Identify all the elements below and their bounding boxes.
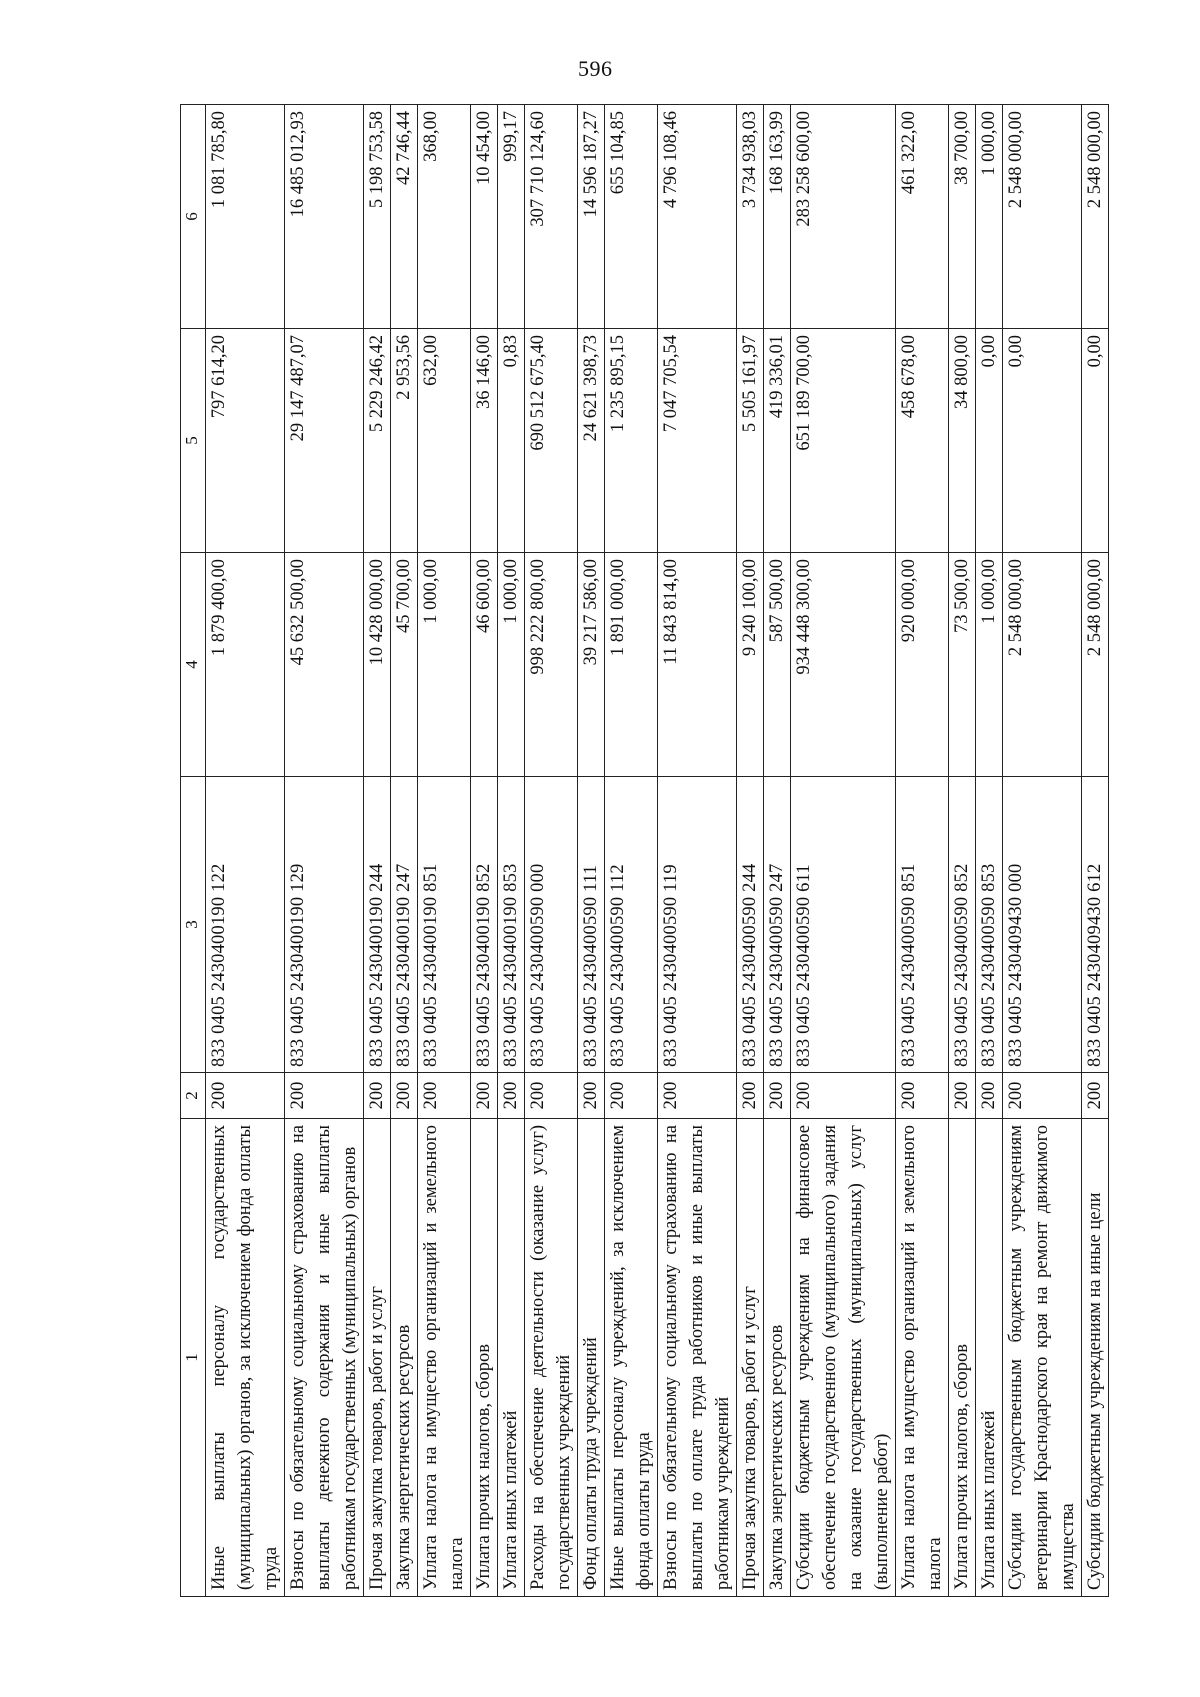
header-col-2: 2 xyxy=(181,1073,206,1119)
row-kbk: 833 0405 2430400190 853 xyxy=(498,777,525,1073)
table-row xyxy=(791,105,896,1597)
row-value-col4: 39 217 586,00 xyxy=(578,553,605,777)
table-row xyxy=(976,105,1003,1597)
row-value-col5: 690 512 675,40 xyxy=(525,329,578,553)
row-kbk: 833 0405 2430400190 129 xyxy=(285,777,364,1073)
row-name: Взносы по обязательному социальному страхованию на выплаты по оплате труда работников и иные выплаты работникам учреждений xyxy=(658,1119,737,1597)
table-row xyxy=(391,105,418,1597)
header-col-4: 4 xyxy=(181,553,206,777)
row-value-col4: 934 448 300,00 xyxy=(791,553,896,777)
row-value-col4: 45 632 500,00 xyxy=(285,553,364,777)
row-code: 200 xyxy=(764,1073,791,1119)
row-value-col6: 307 710 124,60 xyxy=(525,105,578,329)
row-value-col5: 458 678,00 xyxy=(896,329,949,553)
row-value-col6: 38 700,00 xyxy=(949,105,976,329)
header-col-6: 6 xyxy=(181,105,206,329)
row-code: 200 xyxy=(498,1073,525,1119)
row-code: 200 xyxy=(1082,1073,1109,1119)
row-kbk: 833 0405 2430409430 612 xyxy=(1082,777,1109,1073)
row-value-col4: 920 000,00 xyxy=(896,553,949,777)
row-value-col4: 998 222 800,00 xyxy=(525,553,578,777)
row-value-col5: 7 047 705,54 xyxy=(658,329,737,553)
row-code: 200 xyxy=(364,1073,391,1119)
row-kbk: 833 0405 2430400190 852 xyxy=(471,777,498,1073)
row-name: Уплата налога на имущество организаций и земельного налога xyxy=(418,1119,471,1597)
row-value-col4: 11 843 814,00 xyxy=(658,553,737,777)
row-value-col5: 1 235 895,15 xyxy=(605,329,658,553)
table-row xyxy=(1003,105,1082,1597)
row-value-col4: 45 700,00 xyxy=(391,553,418,777)
row-value-col6: 5 198 753,58 xyxy=(364,105,391,329)
row-value-col5: 0,00 xyxy=(1082,329,1109,553)
row-value-col5: 632,00 xyxy=(418,329,471,553)
row-code: 200 xyxy=(737,1073,764,1119)
row-name: Фонд оплаты труда учреждений xyxy=(578,1119,605,1597)
row-value-col6: 368,00 xyxy=(418,105,471,329)
table-row xyxy=(737,105,764,1597)
page-number: 596 xyxy=(578,56,613,81)
table-row xyxy=(896,105,949,1597)
row-name: Прочая закупка товаров, работ и услуг xyxy=(364,1119,391,1597)
row-value-col5: 0,83 xyxy=(498,329,525,553)
row-name: Субсидии бюджетным учреждениям на иные цели xyxy=(1082,1119,1109,1597)
row-name: Прочая закупка товаров, работ и услуг xyxy=(737,1119,764,1597)
row-value-col6: 16 485 012,93 xyxy=(285,105,364,329)
row-kbk: 833 0405 2430409430 000 xyxy=(1003,777,1082,1073)
row-code: 200 xyxy=(578,1073,605,1119)
row-value-col4: 1 000,00 xyxy=(976,553,1003,777)
row-value-col5: 2 953,56 xyxy=(391,329,418,553)
row-name: Уплата иных платежей xyxy=(498,1119,525,1597)
row-value-col6: 42 746,44 xyxy=(391,105,418,329)
row-name: Уплата налога на имущество организаций и земельного налога xyxy=(896,1119,949,1597)
row-code: 200 xyxy=(896,1073,949,1119)
table-row xyxy=(525,105,578,1597)
row-kbk: 833 0405 2430400590 851 xyxy=(896,777,949,1073)
row-value-col6: 999,17 xyxy=(498,105,525,329)
row-value-col6: 1 000,00 xyxy=(976,105,1003,329)
row-code: 200 xyxy=(285,1073,364,1119)
header-col-1: 1 xyxy=(181,1119,206,1597)
row-value-col4: 2 548 000,00 xyxy=(1082,553,1109,777)
row-name: Закупка энергетических ресурсов xyxy=(391,1119,418,1597)
row-code: 200 xyxy=(949,1073,976,1119)
row-value-col6: 2 548 000,00 xyxy=(1003,105,1082,329)
row-value-col5: 36 146,00 xyxy=(471,329,498,553)
row-value-col5: 34 800,00 xyxy=(949,329,976,553)
row-value-col5: 651 189 700,00 xyxy=(791,329,896,553)
table-row xyxy=(658,105,737,1597)
row-kbk: 833 0405 2430400590 112 xyxy=(605,777,658,1073)
row-code: 200 xyxy=(658,1073,737,1119)
row-value-col4: 10 428 000,00 xyxy=(364,553,391,777)
row-value-col6: 283 258 600,00 xyxy=(791,105,896,329)
row-value-col6: 461 322,00 xyxy=(896,105,949,329)
row-value-col6: 4 796 108,46 xyxy=(658,105,737,329)
table-row xyxy=(1082,105,1109,1597)
row-code: 200 xyxy=(206,1073,285,1119)
row-kbk: 833 0405 2430400590 853 xyxy=(976,777,1003,1073)
row-name: Взносы по обязательному социальному страхованию на выплаты денежного содержания и иные выплаты работникам государственных (муниципальных) органов xyxy=(285,1119,364,1597)
table-body xyxy=(206,105,1109,1597)
row-name: Уплата прочих налогов, сборов xyxy=(471,1119,498,1597)
row-name: Закупка энергетических ресурсов xyxy=(764,1119,791,1597)
row-code: 200 xyxy=(471,1073,498,1119)
row-value-col4: 1 000,00 xyxy=(498,553,525,777)
table-row xyxy=(949,105,976,1597)
row-kbk: 833 0405 2430400590 111 xyxy=(578,777,605,1073)
row-value-col6: 10 454,00 xyxy=(471,105,498,329)
header-row xyxy=(181,105,206,1597)
row-value-col4: 46 600,00 xyxy=(471,553,498,777)
table-row xyxy=(764,105,791,1597)
row-value-col5: 5 229 246,42 xyxy=(364,329,391,553)
row-value-col6: 2 548 000,00 xyxy=(1082,105,1109,329)
row-name: Иные выплаты персоналу государственных (муниципальных) органов, за исключением фонда оплаты труда xyxy=(206,1119,285,1597)
row-kbk: 833 0405 2430400590 852 xyxy=(949,777,976,1073)
table-row xyxy=(418,105,471,1597)
header-col-3: 3 xyxy=(181,777,206,1073)
row-kbk: 833 0405 2430400590 000 xyxy=(525,777,578,1073)
row-value-col5: 419 336,01 xyxy=(764,329,791,553)
row-kbk: 833 0405 2430400190 244 xyxy=(364,777,391,1073)
row-value-col4: 1 000,00 xyxy=(418,553,471,777)
row-code: 200 xyxy=(976,1073,1003,1119)
row-value-col5: 797 614,20 xyxy=(206,329,285,553)
row-name: Субсидии государственным бюджетным учреждениям ветеринарии Краснодарского края на ремонт движимого имущества xyxy=(1003,1119,1082,1597)
row-name: Уплата иных платежей xyxy=(976,1119,1003,1597)
row-value-col4: 2 548 000,00 xyxy=(1003,553,1082,777)
row-kbk: 833 0405 2430400190 247 xyxy=(391,777,418,1073)
row-kbk: 833 0405 2430400190 851 xyxy=(418,777,471,1073)
row-code: 200 xyxy=(525,1073,578,1119)
row-value-col6: 1 081 785,80 xyxy=(206,105,285,329)
row-kbk: 833 0405 2430400590 247 xyxy=(764,777,791,1073)
row-value-col6: 168 163,99 xyxy=(764,105,791,329)
rotated-table-container xyxy=(180,105,1105,1597)
table-row xyxy=(498,105,525,1597)
row-kbk: 833 0405 2430400590 119 xyxy=(658,777,737,1073)
row-name: Иные выплаты персоналу учреждений, за исключением фонда оплаты труда xyxy=(605,1119,658,1597)
row-value-col4: 1 879 400,00 xyxy=(206,553,285,777)
row-value-col4: 73 500,00 xyxy=(949,553,976,777)
row-code: 200 xyxy=(605,1073,658,1119)
row-kbk: 833 0405 2430400590 611 xyxy=(791,777,896,1073)
row-kbk: 833 0405 2430400590 244 xyxy=(737,777,764,1073)
row-kbk: 833 0405 2430400190 122 xyxy=(206,777,285,1073)
row-code: 200 xyxy=(418,1073,471,1119)
row-value-col4: 1 891 000,00 xyxy=(605,553,658,777)
table-row xyxy=(471,105,498,1597)
row-name: Уплата прочих налогов, сборов xyxy=(949,1119,976,1597)
row-name: Субсидии бюджетным учреждениям на финансовое обеспечение государственного (муниципального) задания на оказание государственных (муниципальных) услуг (выполнение работ) xyxy=(791,1119,896,1597)
header-col-5: 5 xyxy=(181,329,206,553)
table-row xyxy=(285,105,364,1597)
row-value-col4: 9 240 100,00 xyxy=(737,553,764,777)
row-value-col5: 24 621 398,73 xyxy=(578,329,605,553)
row-value-col5: 0,00 xyxy=(976,329,1003,553)
table-row xyxy=(364,105,391,1597)
table-row xyxy=(206,105,285,1597)
row-code: 200 xyxy=(391,1073,418,1119)
row-value-col4: 587 500,00 xyxy=(764,553,791,777)
row-code: 200 xyxy=(1003,1073,1082,1119)
row-value-col5: 29 147 487,07 xyxy=(285,329,364,553)
row-value-col5: 5 505 161,97 xyxy=(737,329,764,553)
row-value-col6: 655 104,85 xyxy=(605,105,658,329)
row-value-col5: 0,00 xyxy=(1003,329,1082,553)
row-value-col6: 3 734 938,03 xyxy=(737,105,764,329)
budget-table xyxy=(180,104,1109,1597)
row-code: 200 xyxy=(791,1073,896,1119)
row-name: Расходы на обеспечение деятельности (оказание услуг) государственных учреждений xyxy=(525,1119,578,1597)
table-row xyxy=(605,105,658,1597)
table-row xyxy=(578,105,605,1597)
row-value-col6: 14 596 187,27 xyxy=(578,105,605,329)
